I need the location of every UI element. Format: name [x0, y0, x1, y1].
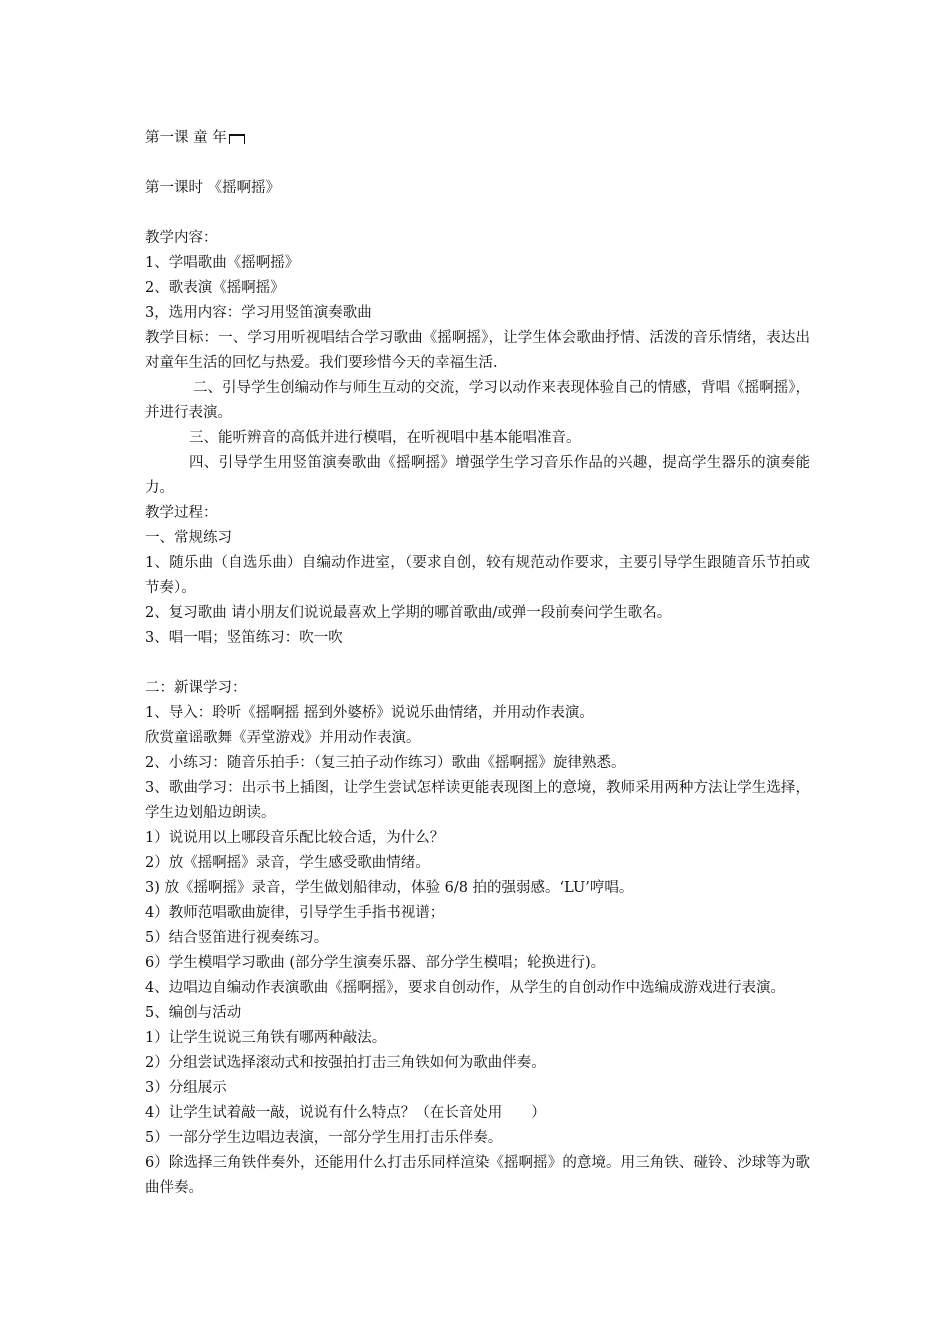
goal-paragraph: 四、引导学生用竖笛演奏歌曲《摇啊摇》增强学生学习音乐作品的兴趣，提高学生器乐的演奏能力。	[145, 455, 810, 496]
lesson-period-title: 第一课时 《摇啊摇》	[145, 180, 281, 196]
list-item: 1、随乐曲（自选乐曲）自编动作进室，（要求自创，较有规范动作要求，主要引导学生跟随音乐节拍或节奏）。	[145, 555, 810, 596]
content-item: 1、学唱歌曲《摇啊摇》	[145, 255, 300, 271]
list-item: 5）一部分学生边唱边表演，一部分学生用打击乐伴奏。	[145, 1130, 503, 1146]
list-item: 2）放《摇啊摇》录音，学生感受歌曲情绪。	[145, 855, 430, 871]
list-item: 4）教师范唱歌曲旋律，引导学生手指书视谱；	[145, 905, 445, 921]
content-item: 3，选用内容：学习用竖笛演奏歌曲	[145, 305, 372, 321]
document-body	[145, 126, 810, 1201]
list-item: 2、小练习：随音乐拍手：（复三拍子动作练习）歌曲《摇啊摇》旋律熟悉。	[145, 755, 626, 771]
list-item: 3) 放《摇啊摇》录音，学生做划船律动，体验 6/8 拍的强弱感。‘LU’哼唱。	[145, 880, 634, 896]
unit-title-text: 第一课 童 年	[145, 130, 227, 146]
list-item: 2）分组尝试选择滚动式和按强拍打击三角铁如何为歌曲伴奏。	[145, 1055, 546, 1071]
list-item: 2、复习歌曲 请小朋友们说说最喜欢上学期的哪首歌曲/或弹一段前奏问学生歌名。	[145, 605, 672, 621]
content-item: 2、歌表演《摇啊摇》	[145, 280, 285, 296]
process-heading: 教学过程：	[145, 505, 218, 521]
list-item: 6）除选择三角铁伴奏外，还能用什么打击乐同样渲染《摇啊摇》的意境。用三角铁、碰铃、沙球等为歌曲伴奏。	[145, 1155, 810, 1196]
goal-paragraph: 三、能听辨音的高低并进行模唱，在听视唱中基本能唱准音。	[189, 430, 581, 446]
spacer	[145, 201, 810, 226]
content-heading: 教学内容：	[145, 230, 218, 246]
lesson-unit-title	[145, 126, 810, 151]
list-item: 欣赏童谣歌舞《弄堂游戏》并用动作表演。	[145, 730, 421, 746]
list-item: 3、唱一唱；竖笛练习：吹一吹	[145, 630, 343, 646]
list-item: 4）让学生试着敲一敲，说说有什么特点？（在长音处用 ）	[145, 1105, 546, 1121]
section-heading: 一、常规练习	[145, 530, 232, 546]
list-item: 1）说说用以上哪段音乐配比较合适，为什么？	[145, 830, 445, 846]
list-item: 5）结合竖笛进行视奏练习。	[145, 930, 329, 946]
spacer	[145, 651, 810, 676]
section-heading: 二：新课学习：	[145, 680, 247, 696]
triangle-mark-icon	[229, 134, 245, 144]
list-item: 4、边唱边自编动作表演歌曲《摇啊摇》，要求自创动作，从学生的自创动作中选编成游戏进行表演。	[145, 980, 785, 996]
list-item: 1、导入：聆听《摇啊摇 摇到外婆桥》说说乐曲情绪，并用动作表演。	[145, 705, 594, 721]
list-item: 5、编创与活动	[145, 1005, 242, 1021]
list-item: 1）让学生说说三角铁有哪两种敲法。	[145, 1030, 387, 1046]
list-item: 6）学生模唱学习歌曲 (部分学生演奏乐器、部分学生模唱；轮换进行)。	[145, 955, 606, 971]
list-item: 3、歌曲学习：出示书上插图，让学生尝试怎样读更能表现图上的意境，教师采用两种方法让学生选择，学生边划船边朗读。	[145, 780, 810, 821]
goal-paragraph: 教学目标：一、学习用听视唱结合学习歌曲《摇啊摇》，让学生体会歌曲抒情、活泼的音乐情绪，表达出对童年生活的回忆与热爱。我们要珍惜今天的幸福生活.	[145, 330, 810, 371]
goal-paragraph: 二、引导学生创编动作与师生互动的交流，学习以动作来表现体验自己的情感，背唱《摇啊摇》，并进行表演。	[145, 380, 810, 421]
list-item: 3）分组展示	[145, 1080, 227, 1096]
spacer	[145, 151, 810, 176]
